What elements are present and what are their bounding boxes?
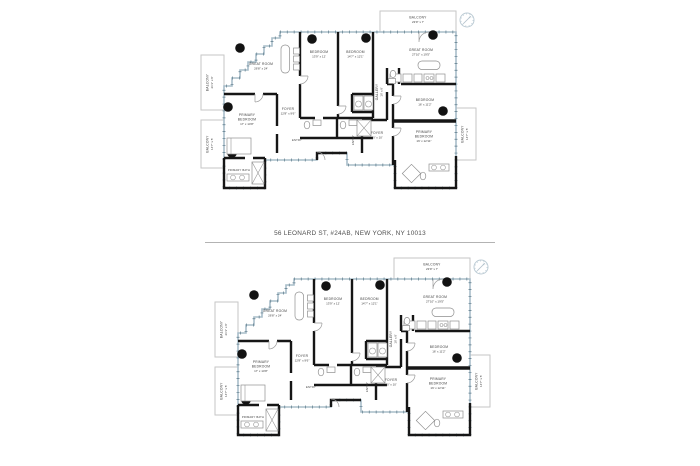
foyer-east-label: FOYER — [384, 378, 398, 382]
double-vanity — [429, 164, 449, 171]
appliance — [294, 56, 300, 62]
great-room-west-label: GREAT ROOM — [248, 62, 274, 66]
compass-icon — [474, 260, 488, 274]
balcony-left-top-label: BALCONY — [205, 73, 210, 92]
balcony-right-label: BALCONY — [474, 372, 479, 390]
column — [237, 349, 247, 359]
sink — [313, 120, 321, 126]
address-title: 56 LEONARD ST, #24AB, NEW YORK, NY 10013 — [274, 230, 426, 237]
primary-bedroom-west-label2: BEDROOM — [237, 117, 257, 122]
balcony-right-label: BALCONY — [460, 125, 465, 143]
column — [223, 102, 233, 112]
counter — [417, 321, 426, 329]
balcony-right-dims: 14'7" x 5' — [479, 374, 483, 388]
bedroom-3-label: BEDROOM — [415, 98, 435, 102]
bed — [227, 138, 251, 154]
bed — [416, 411, 434, 429]
balcony-left-bottom-dims: 14'7" x 5' — [210, 137, 214, 151]
primary-bedroom-east-dims: 16' x 12'11" — [416, 138, 432, 143]
bedroom-1-label: BEDROOM — [309, 50, 329, 54]
bedroom-3-label: BEDROOM — [429, 345, 449, 349]
bedroom-1-label: BEDROOM — [323, 297, 343, 301]
primary-bedroom-west-dims: 17' x 14'8" — [240, 121, 254, 126]
primary-bedroom-west-label2: BEDROOM — [251, 364, 271, 369]
bedroom-3-dims: 16' x 11'2" — [432, 349, 446, 354]
column — [442, 277, 452, 287]
toilet — [390, 70, 396, 77]
balcony-left-top-dims: 21'3" x 8' — [210, 76, 214, 89]
primary-bedroom-east-label1: PRIMARY — [429, 377, 447, 381]
gallery-label: GALLERY — [389, 330, 393, 348]
column — [438, 106, 448, 116]
balcony-top-right-dims: 23'9" x 7' — [411, 20, 425, 24]
dryer — [378, 343, 387, 357]
column — [321, 281, 331, 291]
foyer-east-label: FOYER — [370, 131, 384, 135]
washer — [354, 96, 363, 110]
floor-plan-lower — [211, 255, 506, 443]
great-room-east-label: GREAT ROOM — [422, 295, 448, 299]
counter — [450, 321, 459, 329]
balcony-top-right-label: BALCONY — [409, 15, 427, 20]
sink — [403, 326, 410, 331]
middle-exterior-wall — [317, 153, 347, 160]
primary-bedroom-west-label1: PRIMARY — [252, 360, 270, 364]
primary-bath-west-label: PRIMARY BATH — [227, 169, 251, 172]
foyer-west-dims: 12'8" x 9'6" — [280, 111, 296, 116]
balcony-left-bottom-label: BALCONY — [219, 382, 224, 400]
balcony-left-top-label: BALCONY — [219, 320, 224, 339]
toilet — [340, 121, 346, 129]
double-vanity — [443, 411, 463, 418]
column — [452, 353, 462, 363]
entry-east-label: ENTRY — [366, 381, 369, 393]
great-room-east-dims: 27'10" x 19'5" — [411, 52, 431, 57]
column — [428, 30, 438, 40]
gallery-dims: 16' x 8' — [393, 334, 398, 344]
bedroom-2-dims: 14'7" x 12'1" — [347, 54, 364, 59]
kitchen-island-west — [295, 292, 304, 320]
entry-west-label: ENTRY — [291, 139, 303, 142]
double-vanity — [227, 174, 249, 181]
appliance — [308, 303, 314, 309]
counter — [428, 321, 436, 329]
bedroom-2-label: BEDROOM — [360, 297, 379, 301]
column — [235, 43, 245, 53]
entry-east-label: ENTRY — [352, 134, 355, 146]
bedroom-2-label: BEDROOM — [346, 50, 365, 54]
appliance — [308, 295, 314, 301]
foyer-west-label: FOYER — [281, 107, 295, 111]
primary-bedroom-east-label2: BEDROOM — [428, 381, 448, 386]
compass-icon — [460, 13, 474, 27]
toilet — [434, 419, 440, 427]
column — [307, 34, 317, 44]
balcony-top-right-label: BALCONY — [423, 262, 441, 267]
sink — [363, 367, 371, 373]
entry-west-label: ENTRY — [305, 386, 317, 389]
primary-bedroom-west-dims: 17' x 14'8" — [254, 368, 268, 373]
floor-plan-upper — [197, 8, 492, 196]
column — [361, 33, 371, 43]
kitchen-island-west — [281, 45, 290, 73]
kitchen-island-east — [432, 308, 454, 317]
great-room-west-label: GREAT ROOM — [262, 309, 288, 313]
bedroom-2-dims: 14'7" x 12'1" — [361, 301, 378, 306]
balcony-right-dims: 14'7" x 5' — [465, 127, 469, 141]
dryer — [364, 96, 373, 110]
column — [249, 290, 259, 300]
gallery-dims: 16' x 8' — [379, 87, 384, 97]
balcony-left-top-dims: 21'3" x 8' — [224, 323, 228, 336]
great-room-east-dims: 27'10" x 19'5" — [425, 299, 445, 304]
kitchen-island-east — [418, 61, 440, 70]
appliance — [294, 48, 300, 54]
foyer-west-dims: 12'8" x 9'6" — [294, 358, 310, 363]
great-room-west-dims: 26'8" x 24' — [268, 313, 282, 318]
toilet — [404, 317, 410, 324]
sink — [349, 120, 357, 126]
middle-exterior-wall — [331, 400, 361, 407]
washer — [368, 343, 377, 357]
foyer-west-label: FOYER — [295, 354, 309, 358]
bed — [241, 385, 265, 401]
primary-bath-west-label: PRIMARY BATH — [241, 416, 265, 419]
counter — [403, 74, 412, 82]
bedroom-1-dims: 13'9" x 12' — [312, 54, 326, 59]
great-room-west-dims: 26'8" x 24' — [254, 66, 268, 71]
toilet — [318, 368, 324, 376]
floorplan-svg — [211, 255, 506, 443]
great-room-east-label: GREAT ROOM — [408, 48, 434, 52]
counter — [414, 74, 422, 82]
balcony-left-bottom-dims: 14'7" x 5' — [224, 384, 228, 398]
bed — [402, 164, 420, 182]
floorplan-svg — [197, 8, 492, 196]
appliance — [308, 311, 314, 317]
title-divider — [205, 242, 495, 243]
column — [375, 280, 385, 290]
toilet — [304, 121, 310, 129]
bedroom-1-dims: 13'9" x 12' — [326, 301, 340, 306]
primary-bedroom-west-label1: PRIMARY — [238, 113, 256, 117]
balcony-top-right-dims: 23'9" x 7' — [425, 267, 439, 271]
primary-bedroom-east-dims: 16' x 12'11" — [430, 385, 446, 390]
primary-bedroom-east-label2: BEDROOM — [414, 134, 434, 139]
toilet — [420, 172, 426, 180]
counter — [436, 74, 445, 82]
balcony-left-bottom-label: BALCONY — [205, 135, 210, 153]
foyer-east-dims: 10' x 10' — [385, 382, 397, 387]
toilet — [354, 368, 360, 376]
sink — [389, 79, 396, 84]
gallery-label: GALLERY — [375, 83, 379, 101]
sink — [327, 367, 335, 373]
appliance — [294, 64, 300, 70]
primary-bedroom-east-label1: PRIMARY — [415, 130, 433, 134]
foyer-east-dims: 10' x 10' — [371, 135, 383, 140]
bedroom-3-dims: 16' x 11'2" — [418, 102, 432, 107]
double-vanity — [241, 421, 263, 428]
